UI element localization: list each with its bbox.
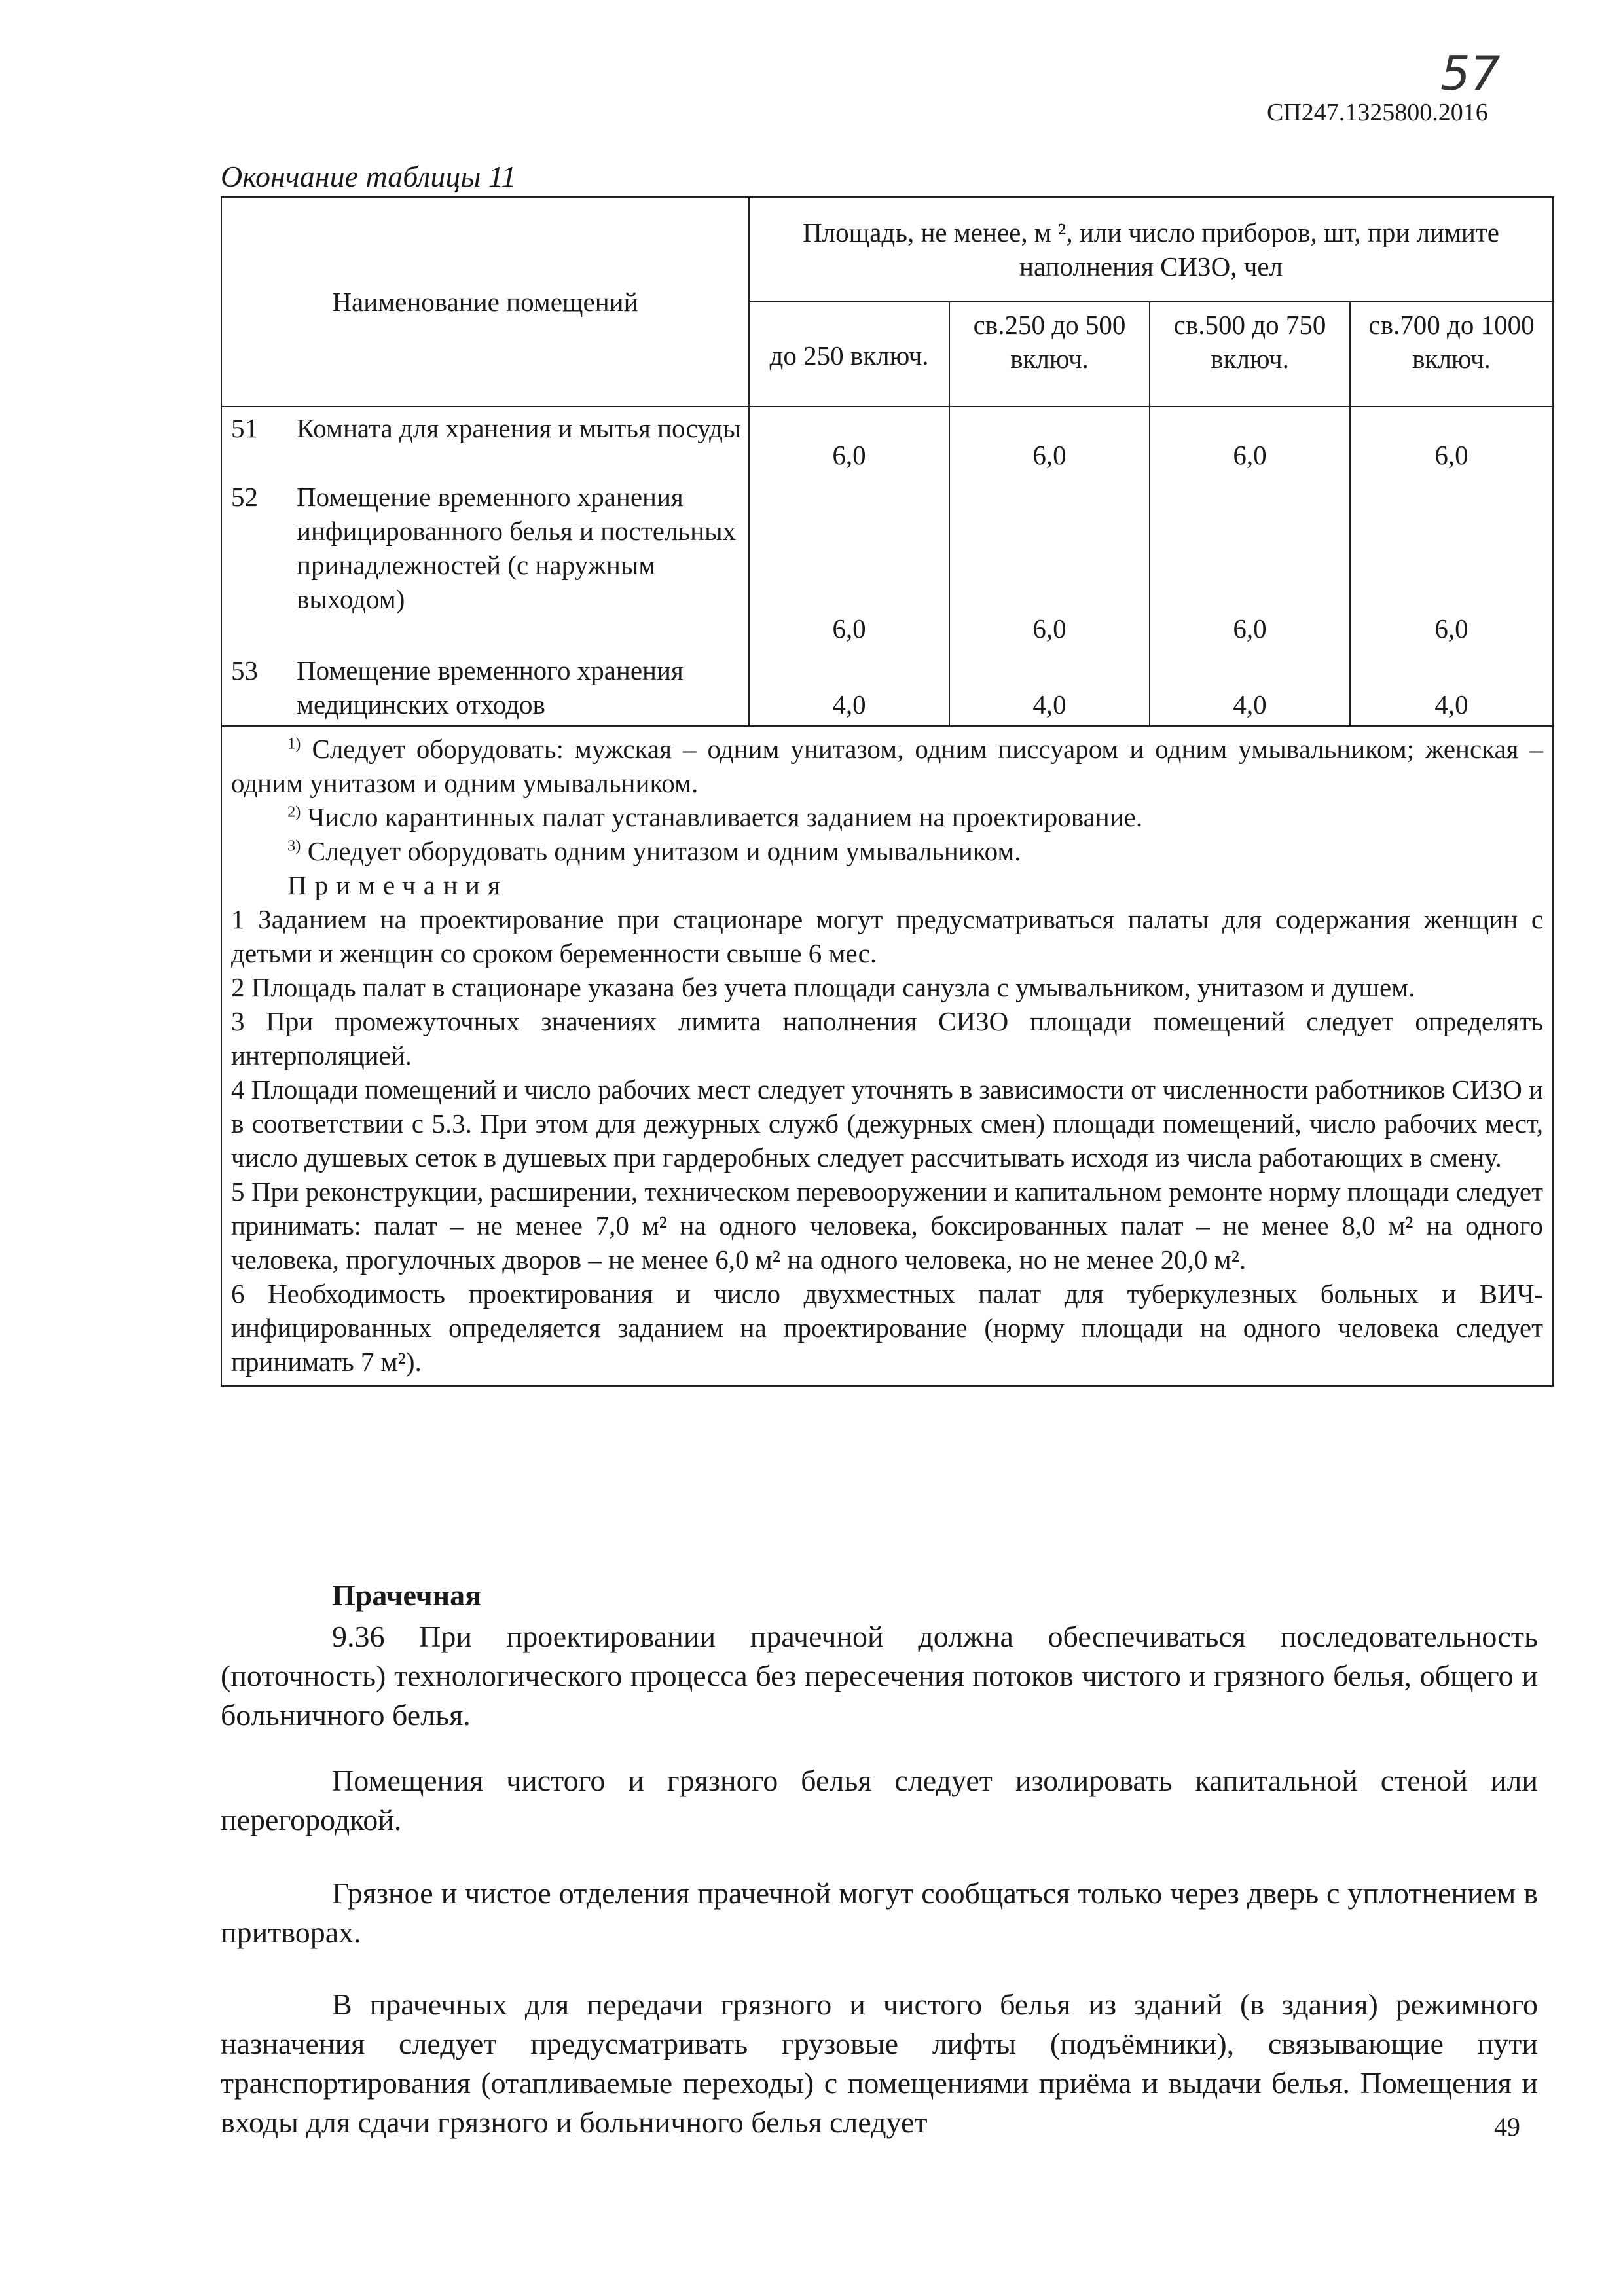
row-number: 51 bbox=[231, 413, 258, 443]
note: 2 Площадь палат в стационаре указана без учета площади санузла с умывальником, унитазом и душем. bbox=[231, 972, 1415, 1002]
note: 3 При промежуточных значениях лимита наполнения СИЗО площади помещений следует определять интерполяцией. bbox=[231, 1006, 1544, 1070]
section-heading: Прачечная bbox=[332, 1578, 482, 1612]
note: 5 При реконструкции, расширении, техническом перевооружении и капитальном ремонте норму площади следует принимать: палат – не менее 7,0 м² на одного человека, боксированных палат – не менее 8,0 м² на одного человека, прогулочных дворов – не менее 6,0 м² на одного человека, но не менее 20,0 м². bbox=[231, 1176, 1544, 1275]
cell-value: 6,0 bbox=[949, 476, 1150, 649]
footnote-mark: 2) bbox=[287, 803, 301, 821]
document-reference: СП247.1325800.2016 bbox=[1267, 99, 1488, 126]
room-name: Комната для хранения и мытья посуды bbox=[297, 413, 741, 443]
cell-value: 6,0 bbox=[1350, 407, 1553, 476]
cell-value: 6,0 bbox=[949, 407, 1150, 476]
note: 4 Площади помещений и число рабочих мест следует уточнять в зависимости от численности работников СИЗО и в соответствии с 5.3. При этом для дежурных служб (дежурных смен) площади помещений, число рабочих мест, число душевых сеток в душевых при гардеробных следует рассчитывать исходя из числа работающих в смену. bbox=[231, 1074, 1544, 1173]
table-row bbox=[221, 476, 1553, 649]
page-number: 49 bbox=[1494, 2112, 1520, 2141]
table-row bbox=[221, 649, 1553, 726]
table-11 bbox=[221, 196, 1554, 1387]
subcolumn-header: св.700 до 1000 включ. bbox=[1350, 302, 1553, 407]
paragraph: 9.36 При проектировании прачечной должна обеспечиваться последовательность (поточность) технологического процесса без пересечения потоков чистого и грязного белья, общего и больничного белья. bbox=[221, 1620, 1538, 1732]
column-header-name: Наименование помещений bbox=[221, 197, 749, 407]
paragraph: Грязное и чистое отделения прачечной могут сообщаться только через дверь с уплотнением в притворах. bbox=[221, 1876, 1538, 1949]
cell-value: 6,0 bbox=[749, 407, 949, 476]
paragraph: Помещения чистого и грязного белья следует изолировать капитальной стеной или перегородкой. bbox=[221, 1764, 1538, 1836]
footnote: $^{3)}$ Следует оборудовать одним унитазом и одним умывальником. bbox=[287, 836, 1021, 866]
paragraph: В прачечных для передачи грязного и чистого белья из зданий (в здания) режимного назначения следует предусматривать грузовые лифты (подъёмники), связывающие пути транспортирования (отапливаемые переходы) с помещениями приёма и выдачи белья. Помещения и входы для сдачи грязного и больничного белья следует bbox=[221, 1988, 1538, 2139]
room-name: Помещение временного хранения медицинских отходов bbox=[297, 655, 684, 720]
table-continuation-label: Окончание таблицы 11 bbox=[221, 160, 517, 193]
footnote: $^{1)}$ Следует оборудовать: мужская – одним унитазом, одним писсуаром и одним умывальником; женская – одним унитазом и одним умывальником. bbox=[231, 734, 1544, 798]
footnote: $^{2)}$ Число карантинных палат устанавливается заданием на проектирование. bbox=[287, 802, 1143, 832]
cell-value: 6,0 bbox=[1150, 476, 1350, 649]
cell-value: 6,0 bbox=[749, 476, 949, 649]
subcolumn-header: св.500 до 750 включ. bbox=[1150, 302, 1350, 407]
cell-value: 4,0 bbox=[1150, 649, 1350, 726]
notes-title: Примечания bbox=[287, 870, 508, 900]
handwritten-page-number: 57 bbox=[1440, 46, 1501, 101]
subcolumn-header: св.250 до 500 включ. bbox=[949, 302, 1150, 407]
note: 6 Необходимость проектирования и число двухместных палат для туберкулезных больных и ВИЧ-инфицированных определяется заданием на проектирование (норму площади на одного человека следует принимать 7 м²). bbox=[231, 1279, 1544, 1377]
note: 1 Заданием на проектирование при стационаре могут предусматриваться палаты для содержания женщин с детьми и женщин со сроком беременности свыше 6 мес. bbox=[231, 904, 1544, 968]
footnote-mark: 1) bbox=[287, 735, 301, 753]
cell-value: 6,0 bbox=[1150, 407, 1350, 476]
cell-value: 4,0 bbox=[749, 649, 949, 726]
room-name: Помещение временного хранения инфицированного белья и постельных принадлежностей (с наружным выходом) bbox=[297, 482, 737, 614]
subcolumn-header: до 250 включ. bbox=[749, 302, 949, 407]
footnote-mark: 3) bbox=[287, 837, 301, 855]
cell-value: 4,0 bbox=[949, 649, 1150, 726]
table-notes bbox=[221, 726, 1553, 1386]
row-number: 52 bbox=[231, 482, 258, 512]
cell-value: 4,0 bbox=[1350, 649, 1553, 726]
row-number: 53 bbox=[231, 655, 258, 685]
table-row bbox=[221, 407, 1553, 476]
column-header-area: Площадь, не менее, м ², или число приборов, шт, при лимите наполнения СИЗО, чел bbox=[749, 197, 1553, 302]
cell-value: 6,0 bbox=[1350, 476, 1553, 649]
